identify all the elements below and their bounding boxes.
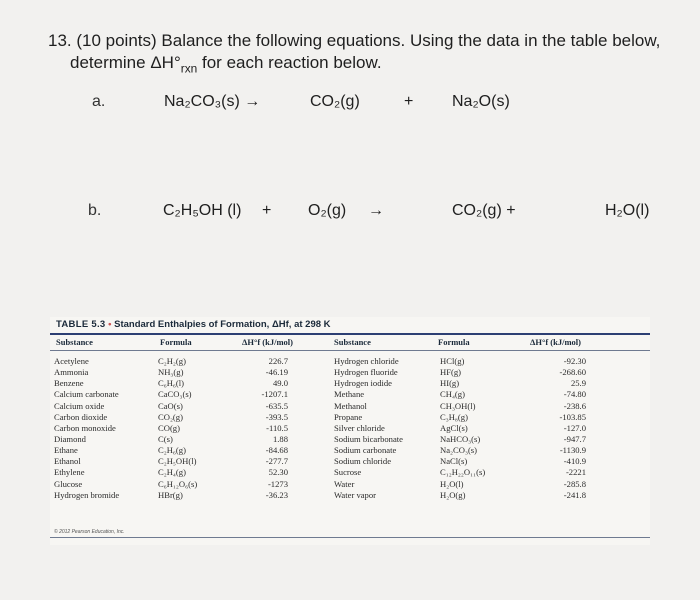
value-cell: -1207.1 [261,389,288,400]
formula-cell: C₂H₅OH(l) [158,456,197,467]
substance-cell: Benzene [54,378,84,389]
substance-cell: Ammonia [54,367,89,378]
enthalpy-table [50,317,650,545]
formula-cell: H₂O(l) [440,478,464,489]
substance-cell: Sodium chloride [334,456,392,467]
substance-cell: Water [334,478,355,489]
substance-cell: Ethylene [54,467,85,478]
substance-cell: Acetylene [54,356,89,366]
header-formula-left: Formula [160,337,192,347]
value-cell: 226.7 [268,356,288,366]
substance-cell: Propane [334,411,363,422]
right-substance-column [334,356,403,501]
substance-cell: Calcium oxide [54,400,105,411]
formula-cell: NH₃(g) [158,367,184,378]
formula-cell: C₆H₁₂O₆(s) [158,478,198,489]
formula-cell: C₂H₆(g) [158,445,186,456]
formula-cell: Na₂CO₃(s) [440,445,478,456]
substance-cell: Sucrose [334,467,362,478]
header-formula-right: Formula [438,337,470,347]
value-cell: -74.80 [563,389,586,400]
eq-b-arrow: → [368,202,384,219]
formula-cell: C₃H₈(g) [440,411,468,422]
substance-cell: Silver chloride [334,422,385,433]
header-substance-left: Substance [56,337,93,347]
left-substance-column [54,356,119,501]
header-dh-right: ΔH°f (kJ/mol) [530,337,581,347]
value-cell: -268.60 [559,367,586,378]
substance-cell: Sodium carbonate [334,445,397,456]
formula-cell: HI(g) [440,378,460,389]
formula-cell: C₁₂H₂₂O₁₁(s) [440,467,486,478]
substance-cell: Carbon dioxide [54,411,108,422]
value-cell: -92.30 [563,356,586,366]
table-title: TABLE 5.3 • Standard Enthalpies of Formation, ΔHf, at 298 K [56,319,331,330]
formula-cell: C(s) [158,433,173,444]
value-cell: 52.30 [268,467,288,478]
formula-cell: H₂O(g) [440,489,466,500]
substance-cell: Hydrogen fluoride [334,367,398,378]
value-cell: -635.5 [265,400,288,411]
formula-cell: CO(g) [158,422,180,433]
formula-cell: AgCl(s) [440,422,468,433]
value-cell: 49.0 [272,378,288,389]
value-cell: -103.85 [559,411,586,422]
header-dh-left: ΔH°f (kJ/mol) [242,337,293,347]
question-text [48,30,678,74]
substance-cell: Water vapor [334,489,377,500]
table-header-rule [50,350,650,351]
value-cell: -46.19 [265,367,288,378]
substance-cell: Sodium bicarbonate [334,433,403,444]
header-substance-right: Substance [334,337,371,347]
value-cell: -36.23 [265,489,288,500]
value-cell: 1.88 [272,433,288,444]
eq-b-reactant-2: O₂(g) [308,202,347,219]
value-cell: -110.5 [266,422,288,433]
substance-cell: Hydrogen bromide [54,489,120,500]
formula-cell: HBr(g) [158,489,183,500]
formula-cell: CH₄(g) [440,389,465,400]
left-formula-column [158,356,197,501]
formula-cell: CH₃OH(l) [440,400,476,411]
question-line-1: 13. (10 points) Balance the following equations. Using the data in the table below, [48,31,661,50]
eq-a-label: a. [92,93,106,110]
eq-a-plus: + [404,93,414,110]
value-cell: -410.9 [563,456,586,467]
value-cell: 25.9 [570,378,586,389]
right-formula-column [440,356,485,501]
eq-a-product-1: CO₂(g) [310,93,360,110]
substance-cell: Ethane [54,445,78,456]
copyright-note: © 2012 Pearson Education, Inc. [54,529,125,535]
formula-cell: CaCO₃(s) [158,389,192,400]
formula-cell: NaCl(s) [440,456,468,467]
substance-cell: Methanol [334,400,367,411]
value-cell: -1273 [267,478,288,489]
eq-b-product-1: CO₂(g) + [452,202,516,219]
eq-b-label: b. [88,202,102,219]
table-bottom-rule [50,537,650,538]
formula-cell: HCl(g) [440,356,465,366]
substance-cell: Carbon monoxide [54,422,116,433]
substance-cell: Methane [334,389,365,400]
substance-cell: Hydrogen iodide [334,378,392,389]
substance-cell: Hydrogen chloride [334,356,399,366]
value-cell: -238.6 [563,400,586,411]
formula-cell: CO₂(g) [158,411,183,422]
value-cell: -2221 [565,467,586,478]
left-value-column [240,356,288,501]
value-cell: -277.7 [265,456,288,467]
value-cell: -393.5 [265,411,288,422]
formula-cell: C₆H₆(l) [158,378,185,389]
value-cell: -127.0 [563,422,586,433]
formula-cell: NaHCO₃(s) [440,433,481,444]
eq-b-reactant-1: C₂H₅OH (l) [163,202,242,219]
value-cell: -241.8 [563,489,586,500]
value-cell: -285.8 [563,478,586,489]
substance-cell: Ethanol [54,456,81,467]
value-cell: -947.7 [563,433,586,444]
question-line-2: determine $\Delta H^\circ_{rxn}$ for each reaction below. [70,53,382,76]
eq-a-product-2: Na₂O(s) [452,93,510,110]
value-cell: -1130.9 [559,445,586,456]
value-cell: -84.68 [265,445,288,456]
eq-b-plus: + [262,202,272,219]
substance-cell: Glucose [54,478,83,489]
formula-cell: HF(g) [440,367,462,378]
substance-cell: Diamond [54,433,86,444]
formula-cell: C₂H₂(g) [158,356,186,366]
right-value-column [530,356,586,501]
substance-cell: Calcium carbonate [54,389,119,400]
formula-cell: CaO(s) [158,400,183,411]
eq-a-reactant: Na₂CO₃(s) → [164,93,261,110]
table-top-rule [50,333,650,335]
formula-cell: C₂H₄(g) [158,467,186,478]
eq-b-product-2: H₂O(l) [605,202,650,219]
